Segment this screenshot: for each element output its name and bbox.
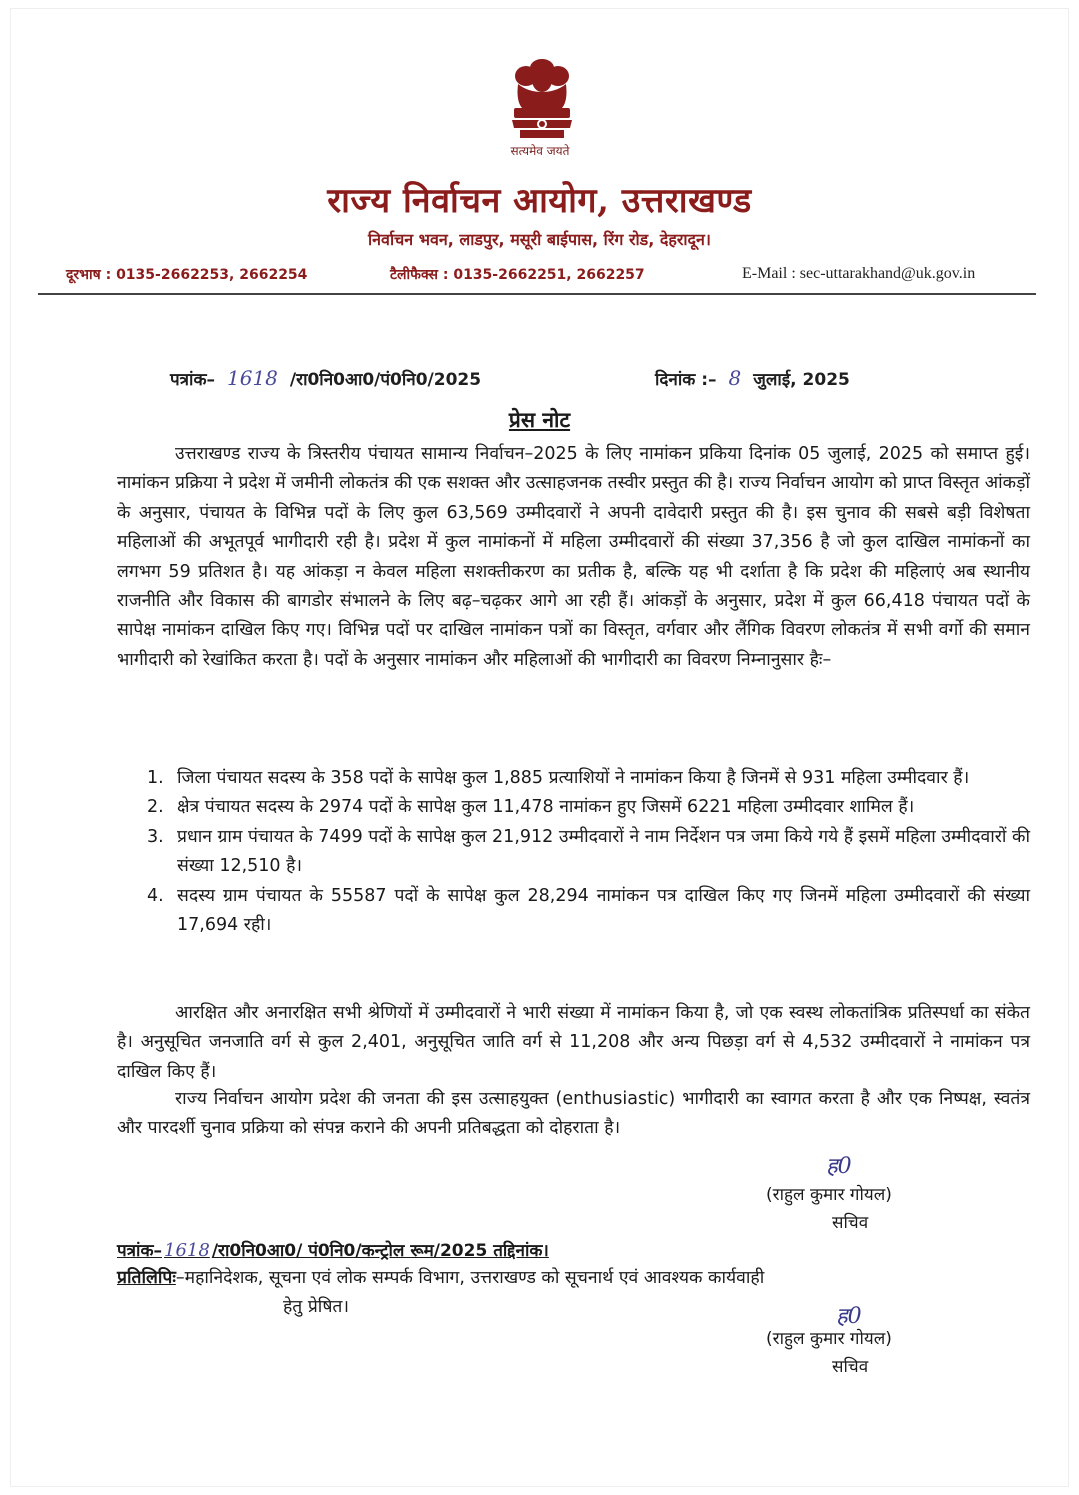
reference-label: पत्रांक– bbox=[170, 370, 215, 390]
phone-numbers: दूरभाष : 0135-2662253, 2662254 bbox=[66, 267, 308, 283]
list-item-text: क्षेत्र पंचायत सदस्य के 2974 पदों के सापेक्ष कुल 11,478 नामांकन हुए जिसमें 6221 महिला उम्मीदवार शामिल हैं। bbox=[177, 797, 915, 818]
reference-suffix: /रा0नि0आ0/पं0नि0/2025 bbox=[289, 370, 482, 390]
reference2-number-handwritten: 1618 bbox=[164, 1240, 210, 1261]
date-day-handwritten: 8 bbox=[728, 366, 742, 390]
list-item bbox=[117, 882, 1030, 941]
signatory-name-1: (राहुल कुमार गोयल) bbox=[766, 1185, 892, 1205]
body-paragraph-3: राज्य निर्वाचन आयोग प्रदेश की जनता की इस उत्साहयुक्त (enthusiastic) भागीदारी का स्वागत करता है और एक निष्पक्ष, स्वतंत्र और पारदर्शी चुनाव प्रक्रिया को संपन्न कराने की अपनी प्रतिबद्धता को दोहराता है। bbox=[117, 1089, 1030, 1139]
signatory-title-1: सचिव bbox=[832, 1213, 869, 1233]
nomination-list bbox=[117, 764, 1030, 940]
email-address: E-Mail : sec-uttarakhand@uk.gov.in bbox=[742, 265, 976, 282]
copy-line-2: हेतु प्रेषित। bbox=[283, 1297, 350, 1318]
body-paragraph-1: उत्तराखण्ड राज्य के त्रिस्तरीय पंचायत सामान्य निर्वाचन–2025 के लिए नामांकन प्रकिया दिनांक 05 जुलाई, 2025 को समाप्त हुई। नामांकन प्रक्रिया ने प्रदेश में जमीनी लोकतंत्र की एक सशक्त और उत्साहजनक तस्वीर प्रस्तुत की है। राज्य निर्वाचन आयोग को प्राप्त विस्तृत आंकड़ों के अनुसार, पंचायत के विभिन्न पदों के लिए कुल 63,569 उम्मीदवारों ने अपनी दावेदारी प्रस्तुत की है। इस चुनाव की सबसे बड़ी विशेषता महिलाओं की अभूतपूर्व भागीदारी रही है। प्रदेश में कुल नामांकनों में महिला उम्मीदवारों की संख्या 37,356 है जो कुल दाखिल नामांकनों का लगभग 59 प्रतिशत है। यह आंकड़ा न केवल महिला सशक्तीकरण का प्रतीक है, बल्कि यह भी दर्शाता है कि प्रदेश की महिलाएं अब स्थानीय राजनीति और विकास की बागडोर संभालने के लिए बढ़–चढ़कर आगे आ रही हैं। आंकड़ों के अनुसार, प्रदेश में कुल 66,418 पंचायत पदों के सापेक्ष नामांकन दाखिल किए गए। विभिन्न पदों पर दाखिल नामांकन पत्रों का विस्तृत, वर्गवार और लैंगिक विवरण लोकतंत्र में सभी वर्गो की समान भागीदारी को रेखांकित करता है। पदों के अनुसार नामांकन और महिलाओं की भागीदारी का विवरण निम्नानुसार हैः– bbox=[117, 444, 1031, 670]
date-label: दिनांक :– bbox=[655, 370, 717, 390]
list-item-text: सदस्य ग्राम पंचायत के 55587 पदों के सापेक्ष कुल 28,294 नामांकन पत्र दाखिल किए गए जिनमें महिला उम्मीदवारों की संख्या 17,694 रही। bbox=[177, 885, 1030, 936]
reference2-suffix: /रा0नि0आ0/ पं0नि0/कन्ट्रोल रूम/2025 तद्दिनांक। bbox=[211, 1241, 549, 1261]
list-item bbox=[117, 823, 1030, 882]
fax-numbers: टैलीफैक्स : 0135-2662251, 2662257 bbox=[390, 267, 645, 283]
list-item-text: जिला पंचायत सदस्य के 358 पदों के सापेक्ष कुल 1,885 प्रत्याशियों ने नामांकन किया है जिनमें से 931 महिला उम्मीदवार हैं। bbox=[177, 768, 970, 788]
organization-address: निर्वाचन भवन, लाडपुर, मसूरी बाईपास, रिंग रोड, देहरादून। bbox=[368, 230, 711, 249]
reference-number-line-2 bbox=[117, 1238, 549, 1261]
emblem-motto: सत्यमेव जयते bbox=[510, 144, 570, 158]
reference2-label: पत्रांक– bbox=[117, 1241, 162, 1261]
date-line bbox=[655, 366, 850, 390]
signatory-name-2: (राहुल कुमार गोयल) bbox=[766, 1329, 892, 1349]
signature-mark-2: ह0 bbox=[836, 1304, 862, 1329]
copy-line-1: –महानिदेशक, सूचना एवं लोक सम्पर्क विभाग, उत्तराखण्ड को सूचनार्थ एवं आवश्यक कार्यवाही bbox=[175, 1268, 765, 1288]
organization-title: राज्य निर्वाचन आयोग, उत्तराखण्ड bbox=[327, 181, 752, 221]
list-item-number: 3. bbox=[147, 826, 164, 847]
body-paragraph-2: आरक्षित और अनारक्षित सभी श्रेणियों में उम्मीदवारों ने भारी संख्या में नामांकन किया है, जो एक स्वस्थ लोकतांत्रिक प्रतिस्पर्धा का संकेत है। अनुसूचित जनजाति वर्ग से कुल 2,401, अनुसूचित जाति वर्ग से 11,208 और अन्य पिछड़ा वर्ग से 4,532 उम्मीदवारों ने नामांकन पत्र दाखिल किए हैं। bbox=[117, 1003, 1030, 1082]
reference-number-line bbox=[170, 366, 481, 390]
copy-label: प्रतिलिपिः bbox=[117, 1268, 176, 1288]
reference-number-handwritten: 1618 bbox=[227, 366, 278, 390]
copy-to-section bbox=[117, 1264, 1030, 1323]
list-item-text: प्रधान ग्राम पंचायत के 7499 पदों के सापेक्ष कुल 21,912 उम्मीदवारों ने नाम निर्देशन पत्र जमा किये गये हैं इसमें महिला उम्मीदवारों की संख्या 12,510 है। bbox=[177, 826, 1030, 877]
signatory-title-2: सचिव bbox=[832, 1357, 869, 1377]
date-month-year: जुलाई, 2025 bbox=[753, 370, 850, 390]
list-item-number: 1. bbox=[147, 768, 164, 788]
document-heading: प्रेस नोट bbox=[508, 408, 571, 432]
list-item bbox=[117, 793, 1030, 822]
list-item-number: 2. bbox=[147, 797, 164, 818]
list-item bbox=[117, 764, 1030, 793]
signature-mark-1: ह0 bbox=[826, 1154, 852, 1179]
list-item-number: 4. bbox=[147, 885, 164, 906]
header-divider bbox=[38, 293, 1036, 295]
